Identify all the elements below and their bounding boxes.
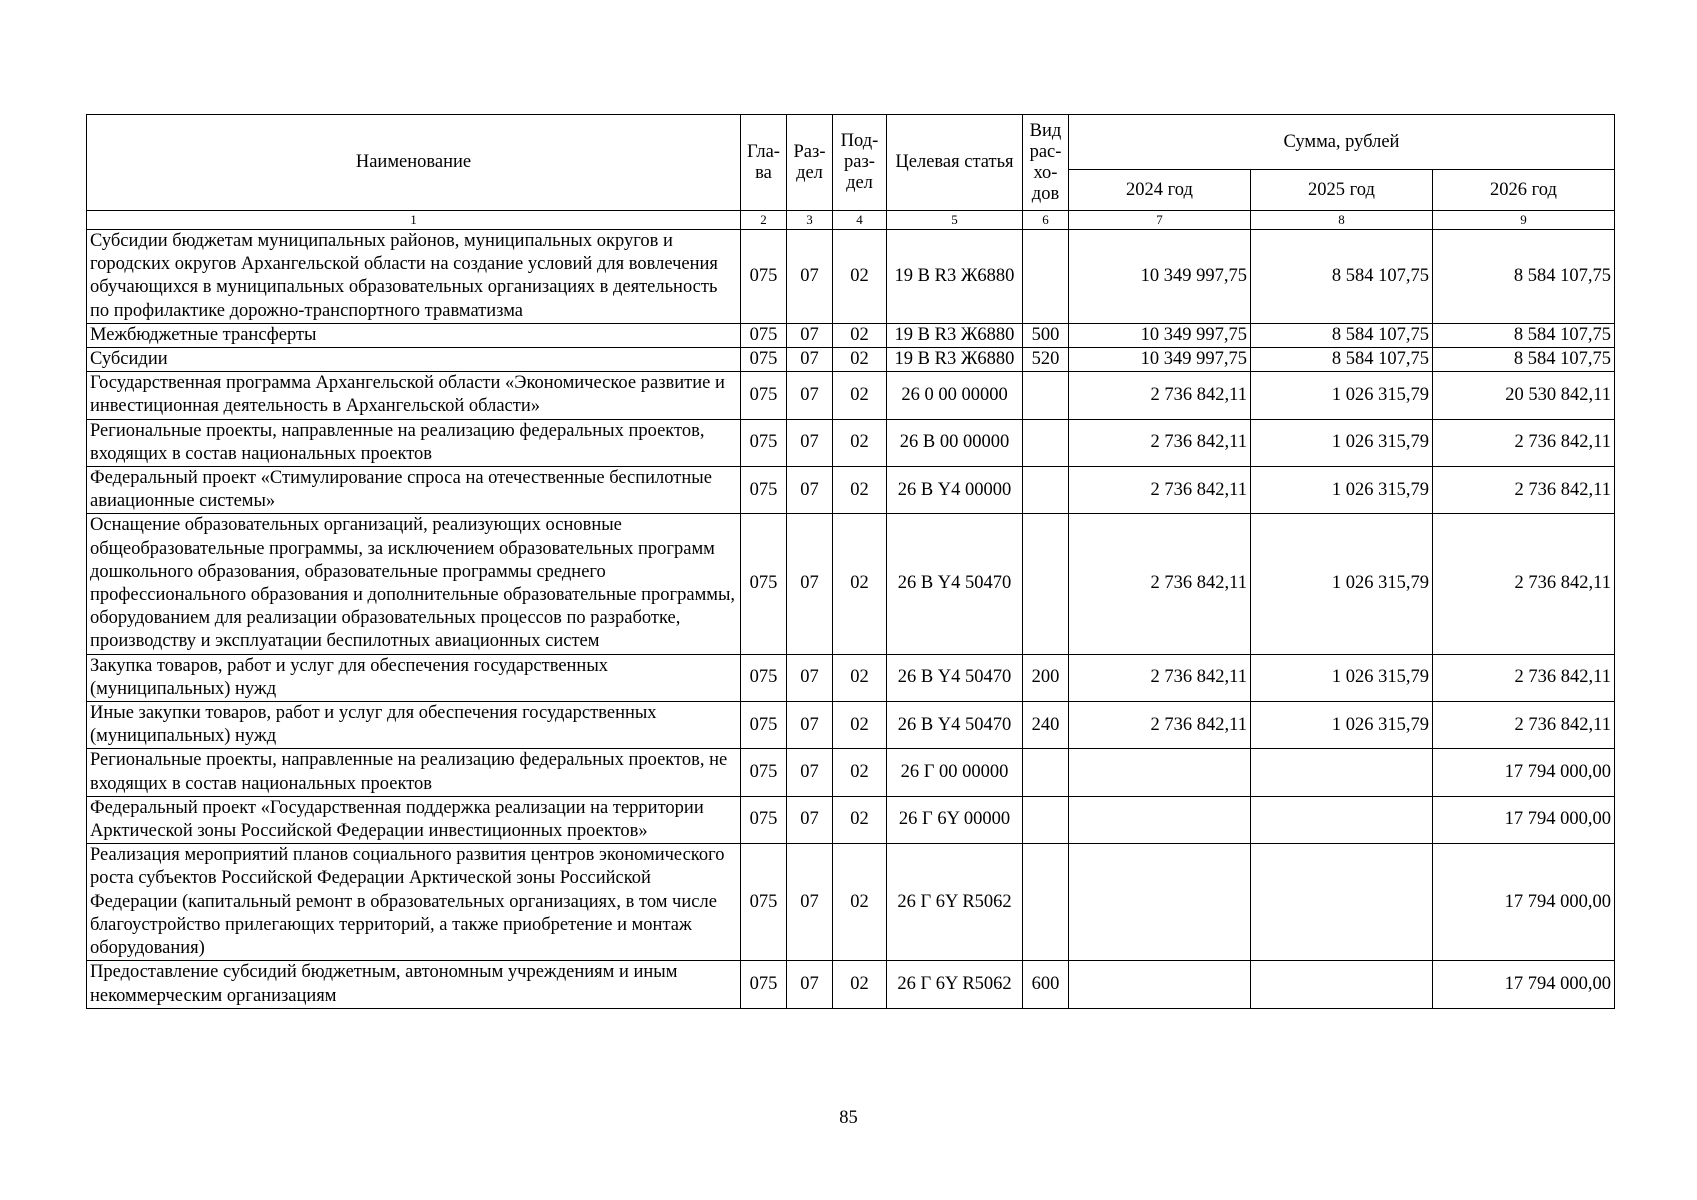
row-podrazdel: 02 [833, 796, 887, 843]
row-razdel: 07 [787, 230, 833, 324]
table-row [87, 372, 1615, 419]
row-amount-2024: 10 349 997,75 [1069, 323, 1251, 347]
table-row [87, 419, 1615, 466]
row-amount-2024: 2 736 842,11 [1069, 702, 1251, 749]
row-amount-2025: 1 026 315,79 [1251, 702, 1433, 749]
table-row [87, 844, 1615, 961]
row-razdel: 07 [787, 702, 833, 749]
row-name: Субсидии [87, 348, 741, 372]
row-name: Реализация мероприятий планов социального развития центров экономического роста субъектов Российской Федерации Арктической зоны Российской Федерации (капитальный ремонт в образовательных организациях, в том числе благоустройство прилегающих территорий, а также приобретение и монтаж оборудования) [87, 844, 741, 961]
row-amount-2026: 2 736 842,11 [1433, 702, 1615, 749]
row-amount-2025: 1 026 315,79 [1251, 514, 1433, 654]
row-amount-2024 [1069, 749, 1251, 796]
row-glava: 075 [741, 372, 787, 419]
row-vid [1023, 749, 1069, 796]
table-row [87, 323, 1615, 347]
row-podrazdel: 02 [833, 467, 887, 514]
row-amount-2024: 10 349 997,75 [1069, 348, 1251, 372]
row-amount-2026: 2 736 842,11 [1433, 514, 1615, 654]
header-year-2026: 2026 год [1433, 170, 1615, 211]
row-vid [1023, 419, 1069, 466]
row-amount-2024 [1069, 844, 1251, 961]
row-target: 26 В Y4 50470 [887, 514, 1023, 654]
row-amount-2025: 1 026 315,79 [1251, 419, 1433, 466]
row-vid [1023, 230, 1069, 324]
row-name: Федеральный проект «Стимулирование спроса на отечественные беспилотные авиационные системы» [87, 467, 741, 514]
row-target: 26 Г 6Y R5062 [887, 961, 1023, 1008]
row-vid: 200 [1023, 654, 1069, 701]
row-razdel: 07 [787, 654, 833, 701]
row-name: Межбюджетные трансферты [87, 323, 741, 347]
row-glava: 075 [741, 749, 787, 796]
table-row [87, 654, 1615, 701]
row-target: 26 В Y4 50470 [887, 654, 1023, 701]
row-amount-2025: 8 584 107,75 [1251, 230, 1433, 324]
column-numbers-row [87, 211, 1615, 230]
row-amount-2026: 17 794 000,00 [1433, 961, 1615, 1008]
row-vid [1023, 796, 1069, 843]
row-target: 26 0 00 00000 [887, 372, 1023, 419]
row-amount-2024: 2 736 842,11 [1069, 654, 1251, 701]
row-amount-2026: 2 736 842,11 [1433, 654, 1615, 701]
column-number: 7 [1069, 211, 1251, 230]
row-glava: 075 [741, 348, 787, 372]
row-podrazdel: 02 [833, 654, 887, 701]
row-target: 19 В R3 Ж6880 [887, 348, 1023, 372]
row-target: 19 В R3 Ж6880 [887, 323, 1023, 347]
table-row [87, 702, 1615, 749]
header-year-2024: 2024 год [1069, 170, 1251, 211]
row-glava: 075 [741, 796, 787, 843]
row-amount-2025 [1251, 844, 1433, 961]
table-row [87, 514, 1615, 654]
row-name: Региональные проекты, направленные на реализацию федеральных проектов, не входящих в состав национальных проектов [87, 749, 741, 796]
row-razdel: 07 [787, 419, 833, 466]
header-razdel: Раз-дел [787, 115, 833, 211]
header-vid: Вид рас-хо-дов [1023, 115, 1069, 211]
header-podrazdel: Под-раз-дел [833, 115, 887, 211]
row-podrazdel: 02 [833, 749, 887, 796]
row-glava: 075 [741, 467, 787, 514]
row-target: 19 В R3 Ж6880 [887, 230, 1023, 324]
row-target: 26 В Y4 50470 [887, 702, 1023, 749]
header-name: Наименование [87, 115, 741, 211]
row-glava: 075 [741, 323, 787, 347]
row-name: Государственная программа Архангельской области «Экономическое развитие и инвестиционная деятельность в Архангельской области» [87, 372, 741, 419]
header-target: Целевая статья [887, 115, 1023, 211]
row-name: Федеральный проект «Государственная поддержка реализации на территории Арктической зоны Российской Федерации инвестиционных проектов» [87, 796, 741, 843]
row-podrazdel: 02 [833, 323, 887, 347]
row-amount-2026: 8 584 107,75 [1433, 323, 1615, 347]
row-name: Закупка товаров, работ и услуг для обеспечения государственных (муниципальных) нужд [87, 654, 741, 701]
column-number: 9 [1433, 211, 1615, 230]
row-razdel: 07 [787, 844, 833, 961]
row-amount-2026: 2 736 842,11 [1433, 467, 1615, 514]
row-podrazdel: 02 [833, 514, 887, 654]
row-razdel: 07 [787, 749, 833, 796]
row-glava: 075 [741, 961, 787, 1008]
column-number: 6 [1023, 211, 1069, 230]
column-number: 3 [787, 211, 833, 230]
row-razdel: 07 [787, 348, 833, 372]
row-podrazdel: 02 [833, 844, 887, 961]
table-row [87, 961, 1615, 1008]
row-razdel: 07 [787, 323, 833, 347]
row-glava: 075 [741, 844, 787, 961]
column-number: 4 [833, 211, 887, 230]
column-number: 2 [741, 211, 787, 230]
row-vid [1023, 372, 1069, 419]
row-name: Субсидии бюджетам муниципальных районов, муниципальных округов и городских округов Архангельской области на создание условий для вовлечения обучающихся в муниципальных образовательных организациях в деятельность по профилактике дорожно-транспортного травматизма [87, 230, 741, 324]
header-glava: Гла-ва [741, 115, 787, 211]
row-amount-2024: 2 736 842,11 [1069, 372, 1251, 419]
row-glava: 075 [741, 654, 787, 701]
row-amount-2025 [1251, 796, 1433, 843]
budget-table [86, 114, 1615, 1009]
column-number: 1 [87, 211, 741, 230]
row-amount-2024: 2 736 842,11 [1069, 419, 1251, 466]
row-amount-2025 [1251, 961, 1433, 1008]
row-vid: 240 [1023, 702, 1069, 749]
row-target: 26 В Y4 00000 [887, 467, 1023, 514]
row-amount-2024: 2 736 842,11 [1069, 514, 1251, 654]
table-row [87, 467, 1615, 514]
row-razdel: 07 [787, 961, 833, 1008]
header-year-2025: 2025 год [1251, 170, 1433, 211]
row-vid [1023, 467, 1069, 514]
row-amount-2026: 17 794 000,00 [1433, 749, 1615, 796]
row-amount-2026: 8 584 107,75 [1433, 230, 1615, 324]
row-target: 26 Г 6Y 00000 [887, 796, 1023, 843]
row-podrazdel: 02 [833, 961, 887, 1008]
row-name: Оснащение образовательных организаций, реализующих основные общеобразовательные программы, за исключением образовательных программ дошкольного образования, образовательные программы среднего профессионального образования и дополнительные образовательные программы, оборудованием для реализации образовательных процессов по разработке, производству и эксплуатации беспилотных авиационных систем [87, 514, 741, 654]
row-amount-2024 [1069, 961, 1251, 1008]
row-amount-2024: 10 349 997,75 [1069, 230, 1251, 324]
row-name: Иные закупки товаров, работ и услуг для обеспечения государственных (муниципальных) нужд [87, 702, 741, 749]
column-number: 8 [1251, 211, 1433, 230]
row-amount-2025: 1 026 315,79 [1251, 654, 1433, 701]
row-podrazdel: 02 [833, 372, 887, 419]
row-amount-2026: 8 584 107,75 [1433, 348, 1615, 372]
row-amount-2026: 17 794 000,00 [1433, 844, 1615, 961]
row-podrazdel: 02 [833, 230, 887, 324]
row-amount-2025: 1 026 315,79 [1251, 372, 1433, 419]
header-row [87, 115, 1615, 170]
row-amount-2026: 17 794 000,00 [1433, 796, 1615, 843]
row-glava: 075 [741, 702, 787, 749]
table-row [87, 348, 1615, 372]
row-glava: 075 [741, 419, 787, 466]
row-vid: 500 [1023, 323, 1069, 347]
row-razdel: 07 [787, 467, 833, 514]
row-amount-2026: 20 530 842,11 [1433, 372, 1615, 419]
row-razdel: 07 [787, 372, 833, 419]
row-vid: 520 [1023, 348, 1069, 372]
row-amount-2025 [1251, 749, 1433, 796]
row-target: 26 В 00 00000 [887, 419, 1023, 466]
table-row [87, 749, 1615, 796]
row-razdel: 07 [787, 514, 833, 654]
row-podrazdel: 02 [833, 348, 887, 372]
page-number: 85 [839, 1108, 858, 1128]
row-target: 26 Г 00 00000 [887, 749, 1023, 796]
row-vid [1023, 844, 1069, 961]
row-razdel: 07 [787, 796, 833, 843]
row-amount-2026: 2 736 842,11 [1433, 419, 1615, 466]
column-number: 5 [887, 211, 1023, 230]
row-podrazdel: 02 [833, 419, 887, 466]
table-row [87, 796, 1615, 843]
table-row [87, 230, 1615, 324]
row-vid: 600 [1023, 961, 1069, 1008]
row-glava: 075 [741, 230, 787, 324]
row-amount-2024: 2 736 842,11 [1069, 467, 1251, 514]
row-glava: 075 [741, 514, 787, 654]
row-amount-2025: 1 026 315,79 [1251, 467, 1433, 514]
row-amount-2025: 8 584 107,75 [1251, 348, 1433, 372]
row-amount-2025: 8 584 107,75 [1251, 323, 1433, 347]
row-podrazdel: 02 [833, 702, 887, 749]
row-vid [1023, 514, 1069, 654]
row-name: Предоставление субсидий бюджетным, автономным учреждениям и иным некоммерческим организациям [87, 961, 741, 1008]
row-name: Региональные проекты, направленные на реализацию федеральных проектов, входящих в состав национальных проектов [87, 419, 741, 466]
row-amount-2024 [1069, 796, 1251, 843]
row-target: 26 Г 6Y R5062 [887, 844, 1023, 961]
header-sum: Сумма, рублей [1069, 115, 1615, 170]
